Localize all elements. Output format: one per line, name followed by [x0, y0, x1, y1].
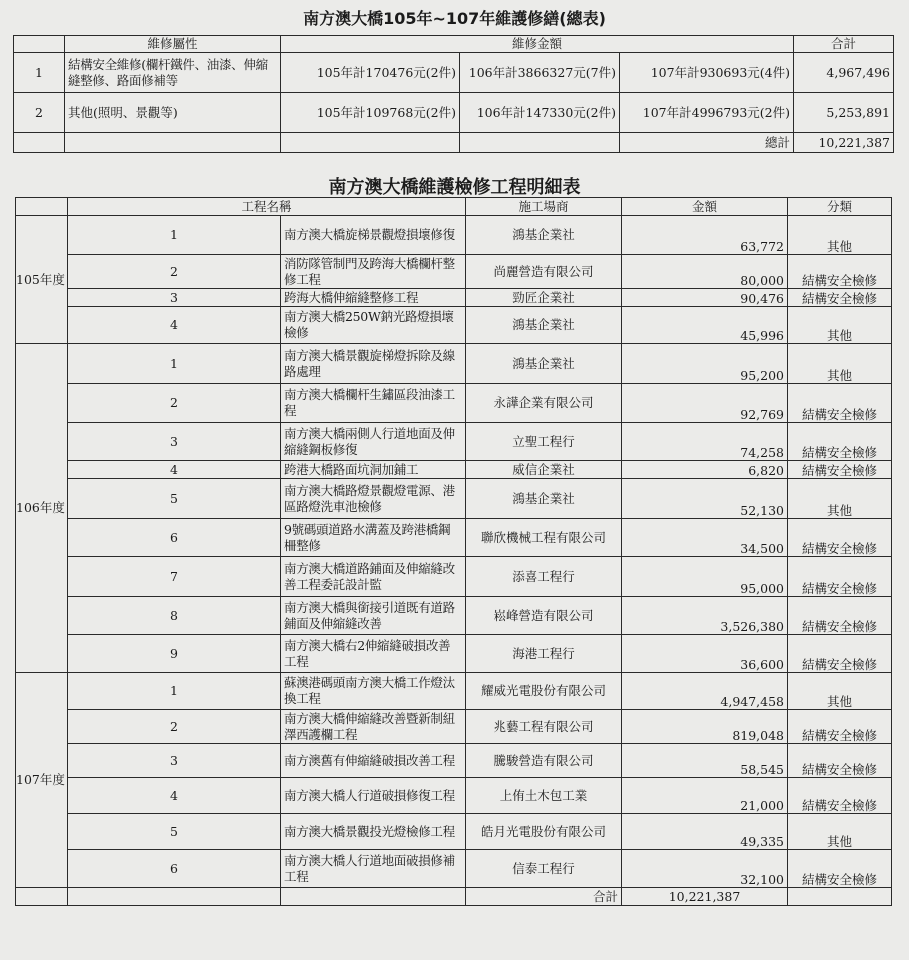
detail-row-type: 結構安全檢修	[788, 850, 892, 888]
detail-row-type: 結構安全檢修	[788, 710, 892, 744]
detail-total-blank	[788, 888, 892, 906]
summary-row-total: 4,967,496	[794, 53, 894, 93]
detail-row-amount: 3,526,380	[622, 597, 788, 635]
detail-row-name: 南方澳大橋景觀旋梯燈拆除及線路處理	[281, 344, 466, 384]
detail-row-contractor: 立聖工程行	[466, 423, 622, 461]
detail-row-type: 結構安全檢修	[788, 384, 892, 423]
detail-row-amount: 74,258	[622, 423, 788, 461]
detail-row-type: 結構安全檢修	[788, 255, 892, 289]
detail-table	[15, 197, 892, 906]
detail-row	[16, 635, 892, 673]
summary-row	[14, 93, 894, 133]
detail-row-amount: 92,769	[622, 384, 788, 423]
detail-row-name: 南方澳大橋道路鋪面及伸縮縫改善工程委託設計監	[281, 557, 466, 597]
detail-row	[16, 423, 892, 461]
detail-row-no: 5	[68, 814, 281, 850]
detail-row-name: 南方澳大橋景觀投光燈檢修工程	[281, 814, 466, 850]
summary-row	[14, 53, 894, 93]
detail-row	[16, 216, 892, 255]
detail-row-name: 南方澳大橋與銜接引道既有道路鋪面及伸縮縫改善	[281, 597, 466, 635]
detail-row-contractor: 崧峰營造有限公司	[466, 597, 622, 635]
summary-header-amount: 維修金額	[281, 36, 794, 53]
detail-row	[16, 814, 892, 850]
detail-row-name: 南方澳大橋人行道破損修復工程	[281, 778, 466, 814]
detail-row	[16, 384, 892, 423]
detail-row-no: 5	[68, 479, 281, 519]
detail-row	[16, 519, 892, 557]
detail-row-name: 南方澳大橋旋梯景觀燈損壞修復	[281, 216, 466, 255]
detail-total-row	[16, 888, 892, 906]
summary-row-category: 結構安全維修(欄杆鐵件、油漆、伸縮縫整修、路面修補等	[65, 53, 281, 93]
detail-row-amount: 4,947,458	[622, 673, 788, 710]
detail-row-name: 南方澳大橋欄杆生鏽區段油漆工程	[281, 384, 466, 423]
detail-row-no: 7	[68, 557, 281, 597]
summary-grand-blank	[14, 133, 65, 153]
detail-row-type: 結構安全檢修	[788, 744, 892, 778]
summary-grand-label: 總計	[620, 133, 794, 153]
detail-row	[16, 850, 892, 888]
summary-header-blank	[14, 36, 65, 53]
detail-row-no: 9	[68, 635, 281, 673]
detail-row-no: 2	[68, 710, 281, 744]
detail-row	[16, 255, 892, 289]
detail-row-type: 其他	[788, 344, 892, 384]
detail-row-type: 結構安全檢修	[788, 778, 892, 814]
detail-row-contractor: 永譁企業有限公司	[466, 384, 622, 423]
summary-header-row	[14, 36, 894, 53]
detail-row-amount: 819,048	[622, 710, 788, 744]
detail-title: 南方澳大橋維護檢修工程明細表	[328, 177, 581, 198]
detail-row	[16, 744, 892, 778]
detail-header-row	[16, 198, 892, 216]
summary-grand-blank	[460, 133, 620, 153]
detail-row	[16, 289, 892, 307]
summary-grand-row	[14, 133, 894, 153]
summary-header-total: 合計	[794, 36, 894, 53]
detail-row-name: 跨海大橋伸縮縫整修工程	[281, 289, 466, 307]
detail-row	[16, 673, 892, 710]
detail-row-no: 3	[68, 289, 281, 307]
summary-table	[13, 35, 894, 153]
detail-row-amount: 95,200	[622, 344, 788, 384]
detail-row	[16, 710, 892, 744]
detail-row-name: 蘇澳港碼頭南方澳大橋工作燈汰換工程	[281, 673, 466, 710]
detail-total-label: 合計	[466, 888, 622, 906]
detail-row	[16, 479, 892, 519]
summary-row-no: 2	[14, 93, 65, 133]
detail-row-type: 結構安全檢修	[788, 423, 892, 461]
detail-row-contractor: 尚麗營造有限公司	[466, 255, 622, 289]
summary-grand-blank	[65, 133, 281, 153]
detail-row-type: 結構安全檢修	[788, 557, 892, 597]
detail-row-contractor: 鴻基企業社	[466, 307, 622, 344]
detail-row-name: 南方澳大橋右2伸縮縫破損改善工程	[281, 635, 466, 673]
summary-row-total: 5,253,891	[794, 93, 894, 133]
detail-row-name: 南方澳大橋250W鈉光路燈損壞檢修	[281, 307, 466, 344]
detail-row-name: 南方澳舊有伸縮縫破損改善工程	[281, 744, 466, 778]
detail-row-no: 2	[68, 384, 281, 423]
detail-row-no: 4	[68, 461, 281, 479]
detail-row-contractor: 信泰工程行	[466, 850, 622, 888]
detail-row-no: 1	[68, 216, 281, 255]
detail-row-no: 3	[68, 423, 281, 461]
detail-header-blank	[16, 198, 68, 216]
summary-row-106: 106年計3866327元(7件)	[460, 53, 620, 93]
summary-header-category: 維修屬性	[65, 36, 281, 53]
detail-row-contractor: 兆藝工程有限公司	[466, 710, 622, 744]
detail-row-type: 其他	[788, 814, 892, 850]
detail-row-no: 1	[68, 673, 281, 710]
summary-title: 南方澳大橋105年~107年維護修繕(總表)	[303, 9, 606, 28]
detail-row-amount: 90,476	[622, 289, 788, 307]
summary-row-105: 105年計109768元(2件)	[281, 93, 460, 133]
detail-row-type: 結構安全檢修	[788, 635, 892, 673]
detail-total-blank	[16, 888, 68, 906]
detail-row-no: 2	[68, 255, 281, 289]
detail-total-value: 10,221,387	[622, 888, 788, 906]
detail-row-amount: 36,600	[622, 635, 788, 673]
detail-header-amount: 金額	[622, 198, 788, 216]
detail-row-contractor: 皓月光電股份有限公司	[466, 814, 622, 850]
detail-row-amount: 32,100	[622, 850, 788, 888]
detail-row-no: 6	[68, 850, 281, 888]
detail-row-contractor: 上侑土木包工業	[466, 778, 622, 814]
year-label: 106年度	[16, 344, 68, 673]
detail-row-contractor: 海港工程行	[466, 635, 622, 673]
detail-row-amount: 58,545	[622, 744, 788, 778]
detail-total-blank	[281, 888, 466, 906]
summary-grand-total: 10,221,387	[794, 133, 894, 153]
detail-row-contractor: 鴻基企業社	[466, 479, 622, 519]
detail-row-amount: 21,000	[622, 778, 788, 814]
detail-row-amount: 49,335	[622, 814, 788, 850]
summary-grand-blank	[281, 133, 460, 153]
detail-row	[16, 597, 892, 635]
detail-row-name: 南方澳大橋人行道地面破損修補工程	[281, 850, 466, 888]
detail-row-amount: 95,000	[622, 557, 788, 597]
year-label: 105年度	[16, 216, 68, 344]
detail-row-amount: 63,772	[622, 216, 788, 255]
summary-row-category: 其他(照明、景觀等)	[65, 93, 281, 133]
detail-row	[16, 344, 892, 384]
detail-row-no: 4	[68, 307, 281, 344]
detail-row-amount: 45,996	[622, 307, 788, 344]
detail-row-type: 結構安全檢修	[788, 519, 892, 557]
detail-row-type: 其他	[788, 216, 892, 255]
detail-row-type: 其他	[788, 673, 892, 710]
detail-row-amount: 80,000	[622, 255, 788, 289]
detail-header-type: 分類	[788, 198, 892, 216]
detail-row-name: 跨港大橋路面坑洞加鋪工	[281, 461, 466, 479]
detail-row-no: 3	[68, 744, 281, 778]
detail-row-contractor: 騰駿營造有限公司	[466, 744, 622, 778]
summary-row-107: 107年計4996793元(2件)	[620, 93, 794, 133]
detail-row	[16, 307, 892, 344]
summary-row-no: 1	[14, 53, 65, 93]
detail-row	[16, 778, 892, 814]
detail-row-type: 其他	[788, 307, 892, 344]
detail-header-contractor: 施工場商	[466, 198, 622, 216]
detail-row	[16, 461, 892, 479]
detail-row	[16, 557, 892, 597]
detail-row-type: 結構安全檢修	[788, 289, 892, 307]
detail-row-no: 4	[68, 778, 281, 814]
detail-row-no: 6	[68, 519, 281, 557]
detail-row-contractor: 聯欣機械工程有限公司	[466, 519, 622, 557]
detail-row-amount: 34,500	[622, 519, 788, 557]
summary-row-107: 107年計930693元(4件)	[620, 53, 794, 93]
detail-row-no: 8	[68, 597, 281, 635]
summary-row-106: 106年計147330元(2件)	[460, 93, 620, 133]
detail-row-name: 消防隊管制門及跨海大橋欄杆整修工程	[281, 255, 466, 289]
detail-row-name: 南方澳大橋兩側人行道地面及伸縮縫鋼板修復	[281, 423, 466, 461]
detail-row-type: 結構安全檢修	[788, 461, 892, 479]
detail-row-name: 南方澳大橋伸縮縫改善暨新制紐澤西護欄工程	[281, 710, 466, 744]
detail-row-contractor: 鴻基企業社	[466, 216, 622, 255]
detail-row-contractor: 添喜工程行	[466, 557, 622, 597]
detail-row-contractor: 勁匠企業社	[466, 289, 622, 307]
detail-row-type: 結構安全檢修	[788, 597, 892, 635]
detail-row-amount: 6,820	[622, 461, 788, 479]
detail-row-amount: 52,130	[622, 479, 788, 519]
detail-row-contractor: 耀威光電股份有限公司	[466, 673, 622, 710]
detail-header-name: 工程名稱	[68, 198, 466, 216]
detail-row-contractor: 威信企業社	[466, 461, 622, 479]
detail-row-name: 9號碼頭道路水溝蓋及跨港橋鋼柵整修	[281, 519, 466, 557]
detail-row-contractor: 鴻基企業社	[466, 344, 622, 384]
detail-total-blank	[68, 888, 281, 906]
detail-row-name: 南方澳大橋路燈景觀燈電源、港區路燈洗車池檢修	[281, 479, 466, 519]
detail-row-no: 1	[68, 344, 281, 384]
year-label: 107年度	[16, 673, 68, 888]
summary-row-105: 105年計170476元(2件)	[281, 53, 460, 93]
detail-row-type: 其他	[788, 479, 892, 519]
